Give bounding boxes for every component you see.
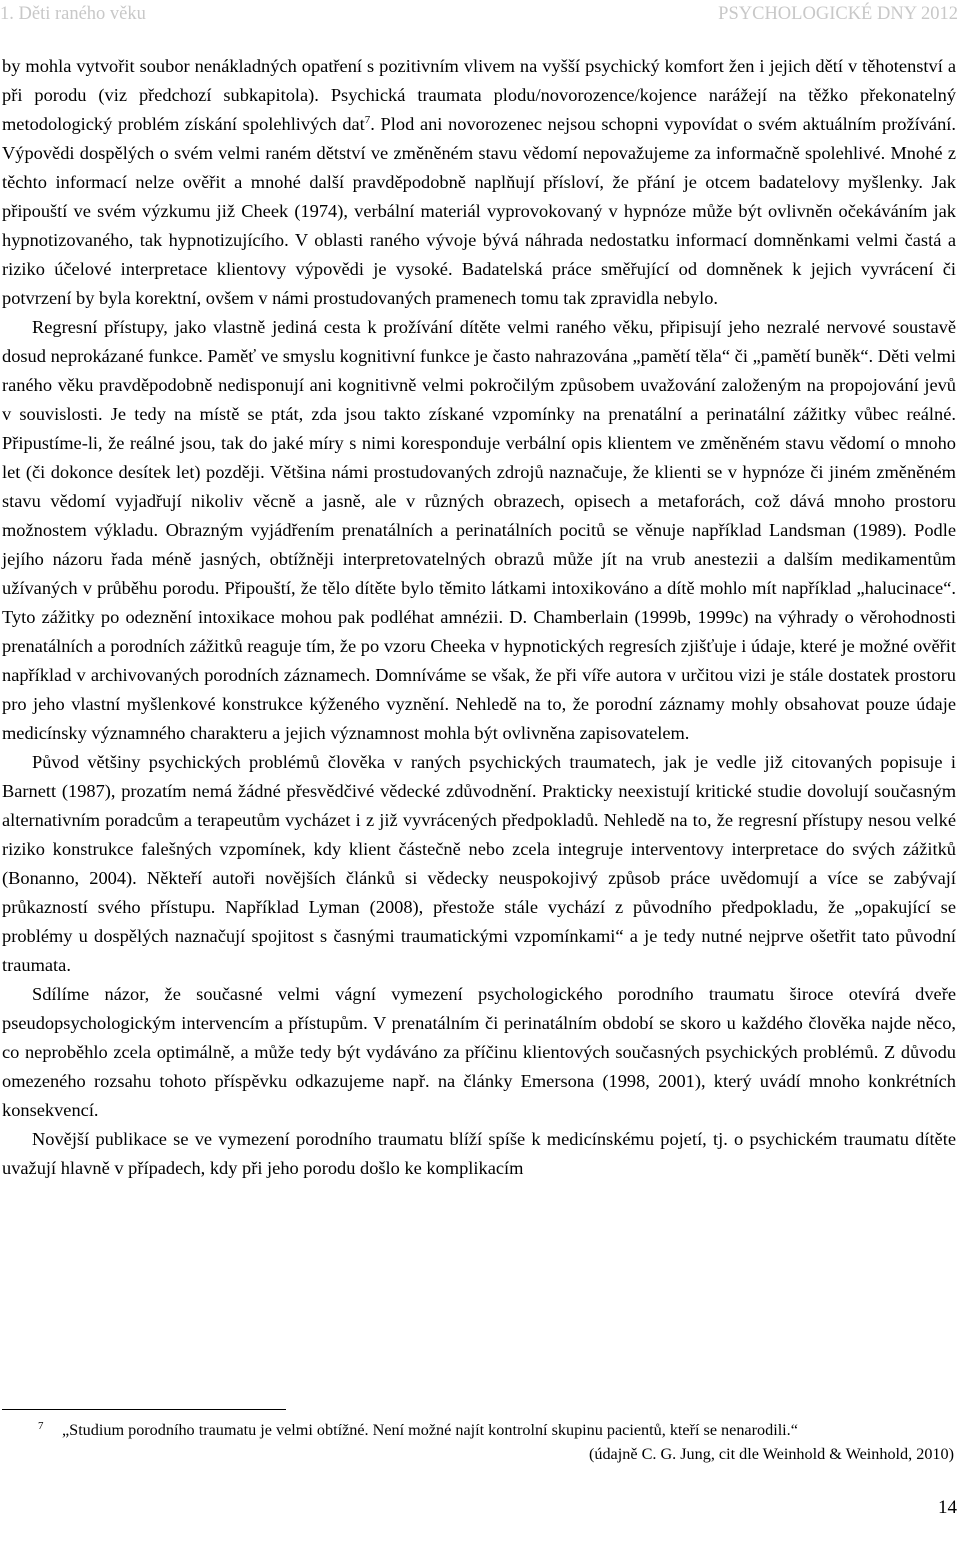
page-number: 14 (938, 1497, 957, 1518)
paragraph-4: Sdílíme názor, že současné velmi vágní vymezení psychologického porodního traumatu široce otevírá dveře pseudopsychologickým intervencím a přístupům. V prenatálním či perinatálním období se skoro u každého člověka najde něco, co neproběhlo zcela optimálně, a může tedy být vydáváno za příčinu klientových současných psychických problémů. Z důvodu omezeného rozsahu tohoto příspěvku odkazujeme např. na články Emersona (1998, 2001), který uvádí mnoho konkrétních konsekvencí. (2, 984, 956, 1120)
header-chapter-title: 1. Děti raného věku (0, 4, 146, 24)
footnote (2, 1418, 956, 1466)
footnote-separator (2, 1409, 286, 1410)
paragraph-1-text-after-ref: . Plod ani novorozenec nejsou schopni vypovídat o svém aktuálním prožívání. Výpovědi dospělých o svém velmi raném dětství ve změněném stavu vědomí nepovažujeme za informačně spolehlivé. Mnohé z těchto informací nelze ověřit a mnohé další pravděpodobně naplňují přísloví, že přání je otcem badatelovy myšlenky. Jak připouští ve svém výzkumu již Cheek (1974), verbální materiál vyprovokovaný v hypnóze může být ovlivněn očekáváním jak hypnotizovaného, tak hypnotizujícího. V oblasti raného vývoje bývá náhrada nedostatku informací domněnkami velmi častá a riziko účelové interpretace klientovy výpovědi je vysoké. Badatelská práce směřující od domněnek k jejich vyvrácení či potvrzení by byla korektní, ovšem v námi prostudovaných pramenech tomu tak zpravidla nebylo. (2, 114, 957, 308)
footnote-marker: 7 (38, 1420, 44, 1432)
paragraph-1-text-before-ref: by mohla vytvořit soubor nenákladných opatření s pozitivním vlivem na vyšší psychický komfort žen i jejich dětí v těhotenství a při porodu (viz předchozí subkapitola). Psychická traumata plodu/novorozence/kojence narážejí na těžko překonatelný metodologický problém získání spolehlivých dat (2, 56, 956, 134)
header-conference-title: PSYCHOLOGICKÉ DNY 2012 (718, 4, 958, 24)
footnote-reference[interactable]: 7 (364, 113, 371, 126)
paragraph-2: Regresní přístupy, jako vlastně jediná cesta k prožívání dítěte velmi raného věku, připisují jeho nezralé nervové soustavě dosud neprokázané funkce. Paměť ve smyslu kognitivní funkce je často nahrazována „pamětí těla“ či „pamětí buněk“. Děti velmi raného věku pravděpodobně nedisponují ani kognitivně velmi pokročilým způsobem uvažování založeným na propojování jevů v souvislosti. Je tedy na místě se ptát, zda jsou takto získané vzpomínky na prenatální a perinatální zážitky vůbec reálné. Připustíme-li, že reálné jsou, tak do jaké míry s nimi koresponduje verbální opis klientem ve změněném stavu vědomí o mnoho let (či dokonce desítek let) později. Většina námi prostudovaných zdrojů naznačuje, že klienti se v hypnóze či jiném změněném stavu vědomí vyjadřují nikoliv věcně a jasně, ale v různých obrazech, opisech a metaforách, což dává mnoho prostoru možnostem výkladu. Obrazným vyjádřením prenatálních a perinatálních pocitů se věnuje například Landsman (1989). Podle jejího názoru řada méně jasných, obtížněji interpretovatelných obrazů může jít na vrub anestezii a dalším medikamentům užívaných v průběhu porodu. Připouští, že tělo dítěte bylo těmito látkami intoxikováno a dítě mohlo mít například „halucinace“. Tyto zážitky po odeznění intoxikace mohou pak podléhat amnézii. D. Chamberlain (1999b, 1999c) na výhrady o věrohodnosti prenatálních a porodních zážitků reaguje tím, že po vzoru Cheeka v hypnotických regresích zjišťuje i údaje, které je možné ověřit například v archivovaných porodních záznamech. Domníváme se však, že při víře autora v určitou vizi je stále dostatek prostoru pro jeho vlastní myšlenkové konstrukce kýženého vyznění. Nehledě na to, že porodní záznamy mohly obsahovat pouze údaje medicínsky významného charakteru a jejich významnost mohla být ovlivněna zapisovatelem. (2, 317, 956, 743)
footnote-source: (údajně C. G. Jung, cit dle Weinhold & Weinhold, 2010) (588, 1445, 954, 1463)
footnote-quote: „Studium porodního traumatu je velmi obtížné. Není možné najít kontrolní skupinu pacientů, kteří se nenarodili.“ (62, 1421, 798, 1439)
running-header (0, 4, 960, 26)
paragraph-3: Původ většiny psychických problémů člověka v raných psychických traumatech, jak je vedle již citovaných popisuje i Barnett (1987), prozatím nemá žádné přesvědčivé vědecké zdůvodnění. Prakticky neexistují kritické studie dovolují současným alternativním poradcům a terapeutům vycházet i z již vyvrácených předpokladů. Nehledě na to, že regresní přístupy nesou velké riziko konstrukce falešných vzpomínek, kdy klient částečně nebo zcela integruje interventovy interpretace do svých zážitků (Bonanno, 2004). Někteří autoři novějších článků si vědecky neuspokojivý způsob práce uvědomují a více se zabývají průkazností svého přístupu. Například Lyman (2008), přestože stále vychází z původního předpokladu, že „opakující se problémy u dospělých naznačují spojitost s časnými traumatickými vzpomínkami“ a je tedy nutné nejprve ošetřit tato původní traumata. (2, 752, 956, 975)
paragraph-1 (2, 52, 956, 313)
paragraph-5: Novější publikace se ve vymezení porodního traumatu blíží spíše k medicínskému pojetí, tj. o psychickém traumatu dítěte uvažují hlavně v případech, kdy při jeho porodu došlo ke komplikacím (2, 1129, 956, 1178)
body-text (2, 52, 956, 1183)
